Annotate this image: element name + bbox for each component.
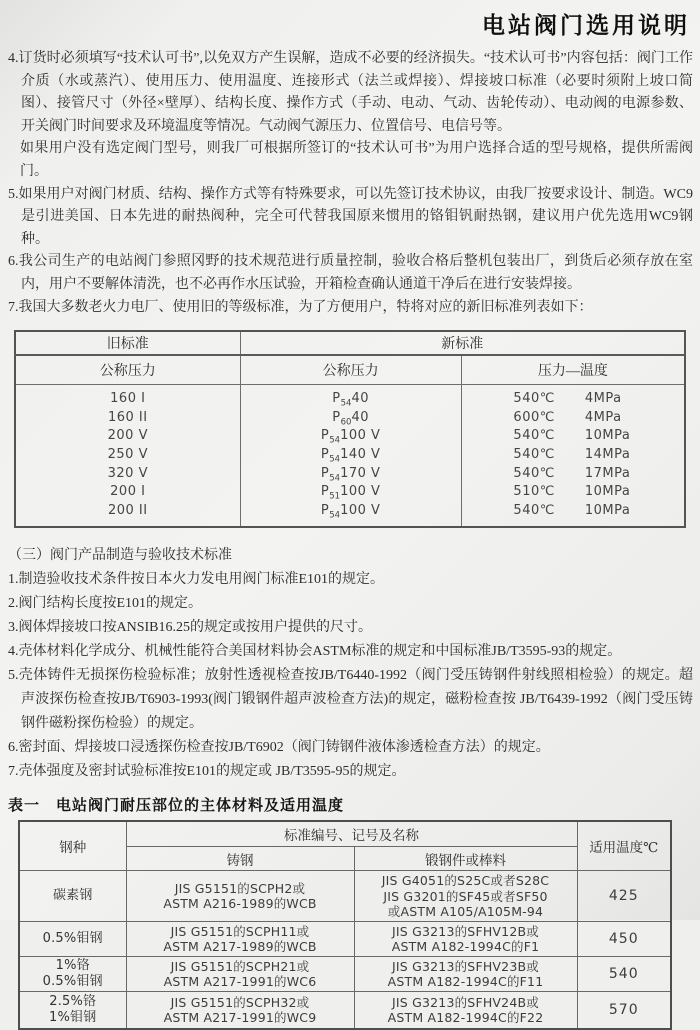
pressure-temp-value: 540℃ 14MPa [513,446,631,462]
section-three-item-3: 3.阀体焊接坡口按ANSIB16.25的规定或按用户提供的尺寸。 [8,620,373,636]
section-three-item-5: 5.壳体铸件无损探伤检验标准；放射性透视检查按JB/T6440-1992（阀门受压铸钢件射线照相检验）的规定。超声波探伤检查按JB/T6903-1993(阀门锻钢件超声波检查方法)的规定，磁粉检查按 JB/T6439-1992（阀门受压铸钢件磁粉探伤检验）的规定。 [8,668,693,732]
section-three-item-7: 7.壳体强度及密封试验标准按E101的规定或 JB/T3595-95的规定。 [8,764,406,780]
table-one-caption [8,794,700,815]
temp-cell: 425 [577,871,671,922]
forged-bar-cell: JIS G3213的SFHV12B或 ASTM A182-1994C的F1 [354,922,577,957]
old-standard-value: 250 V [107,446,148,462]
old-standard-value: 320 V [107,465,148,481]
materials-row-05-mo-steel [19,922,671,957]
table1-subheader-row [15,355,685,385]
new-standard-value: $P_{54}100$ V [320,502,381,521]
old-standard-value: 200 II [107,502,148,518]
pressure-temp-value: 540℃ 4MPa [513,391,622,407]
pressure-temp-value: 600℃ 4MPa [513,409,622,425]
section-three-item-6: 6.密封面、焊接坡口浸透探伤检查按JB/T6902（阀门铸钢件液体渗透检查方法）的规定。 [8,740,550,756]
forged-bar-cell: JIS G4051的S25C或者S28C JIS G3201的SF45或者SF50 或ASTM A105/A105M-94 [354,871,577,922]
materials-row-1cr-05mo-steel [19,957,671,992]
paragraph-7: 7.我国大多数老火力电厂、使用旧的等级标准，为了方便用户，特将对应的新旧标准列表如下： [8,299,593,315]
section-three-heading: （三）阀门产品制造与验收技术标准 [8,548,232,564]
new-standard-value: $P_{54}170$ V [320,465,381,484]
pressure-temp-value: 540℃ 10MPa [513,502,631,518]
table1-new-column [240,385,461,528]
col-cast-steel: 铸钢 [126,847,354,871]
col-applicable-temp: 适用温度℃ [577,821,671,871]
paragraph-4: 4.订货时必须填写“技术认可书”,以免双方产生误解，造成不必要的经济损失。“技术认可书”内容包括：阀门工作介质（水或蒸汽）、使用压力、使用温度、连接形式（法兰或焊接）、焊接坡口标准（必要时须附上坡口简图）、接管尺寸（外径×壁厚）、结构长度、操作方式（手动、电动、气动、齿轮传动）、电动阀的电源参数、开关阀门时间要求及环境温度等情况。气动阀气源压力、位置信号、电信号等。 [8,51,693,134]
table1-header-old: 旧标准 [15,331,240,355]
steel-type-cell: 1%铬 0.5%钼钢 [19,957,126,992]
new-standard-value: $P_{51}100$ V [320,484,381,502]
cast-steel-cell: JIS G5151的SCPH11或 ASTM A217-1989的WCB [126,922,354,957]
materials-table [18,820,672,1030]
col-forged-or-bar: 锻钢件或棒料 [354,847,577,871]
old-standard-value: 160 II [107,409,148,425]
steel-type-cell: 2.5%铬 1%钼钢 [19,992,126,1030]
old-standard-value: 200 I [110,484,146,500]
table1-pressure-temp-column [461,385,685,528]
temp-cell: 450 [577,922,671,957]
intro-paragraphs [8,48,693,319]
materials-row-carbon-steel [19,871,671,922]
pressure-temp-value: 540℃ 17MPa [513,465,631,481]
col-steel-type: 钢种 [19,821,126,871]
table1-header-new: 新标准 [240,331,685,355]
new-standard-value: $P_{54}100$ V [320,428,381,446]
forged-bar-cell: JIS G3213的SFHV23B或 ASTM A182-1994C的F11 [354,957,577,992]
table1-old-column [15,385,240,528]
temp-cell: 570 [577,992,671,1030]
materials-row-25cr-1mo-steel [19,992,671,1030]
old-standard-value: 200 V [107,428,148,444]
pressure-temp-value: 540℃ 10MPa [513,428,631,444]
new-standard-value: $P_{54}40$ [332,391,370,409]
cast-steel-cell: JIS G5151的SCPH2或 ASTM A216-1989的WCB [126,871,354,922]
forged-bar-cell: JIS G3213的SFHV24B或 ASTM A182-1994C的F22 [354,992,577,1030]
section-three-item-1: 1.制造验收技术条件按日本火力发电用阀门标准E101的规定。 [8,572,385,588]
cast-steel-cell: JIS G5151的SCPH21或 ASTM A217-1991的WC6 [126,957,354,992]
section-three-item-2: 2.阀门结构长度按E101的规定。 [8,596,203,612]
temp-cell: 540 [577,957,671,992]
table1-data-row [15,385,685,528]
paragraph-5: 5.如果用户对阀门材质、结构、操作方式等有特殊要求，可以先签订技术协议，由我厂按要求设计、制造。WC9是引进美国、日本先进的耐热阀种，完全可代替我国原来惯用的铬钼钒耐热钢，建议用户优先选用WC9钢种。 [8,186,693,247]
old-standard-value: 160 I [110,391,146,407]
col-standard-number: 标准编号、记号及名称 [126,821,577,847]
table-one-caption-title: 电站阀门耐压部位的主体材料及适用温度 [56,797,345,815]
table1-header-row [15,331,685,355]
table1-subheader-old-pressure: 公称压力 [15,355,240,385]
cast-steel-cell: JIS G5151的SCPH32或 ASTM A217-1991的WC9 [126,992,354,1030]
old-new-standard-table [14,330,686,528]
section-three-item-4: 4.壳体材料化学成分、机械性能符合美国材料协会ASTM标准的规定和中国标准JB/T3595-93的规定。 [8,644,622,660]
paragraph-6: 6.我公司生产的电站阀门参照冈野的技术规范进行质量控制，验收合格后整机包装出厂，到货后必须存放在室内，用户不要解体清洗，也不必再作水压试验，开箱检查确认通道干净后在进行安装焊接。 [8,254,693,292]
pressure-temp-value: 510℃ 10MPa [513,484,631,500]
paragraph-4-continuation: 如果用户没有选定阀门型号，则我厂可根据所签订的“技术认可书”为用户选择合适的型号规格，提供所需阀门。 [20,141,693,179]
table-one-caption-label: 表一 [8,797,41,815]
steel-type-cell: 碳素钢 [19,871,126,922]
new-standard-value: $P_{54}140$ V [320,446,381,465]
table1-subheader-new-pressure: 公称压力 [240,355,461,385]
section-three [8,544,693,784]
new-standard-value: $P_{60}40$ [332,409,370,428]
doc-title: 电站阀门选用说明 [482,12,690,38]
steel-type-cell: 0.5%钼钢 [19,922,126,957]
materials-header-row [19,821,671,847]
table1-subheader-pressure-temp: 压力—温度 [461,355,685,385]
